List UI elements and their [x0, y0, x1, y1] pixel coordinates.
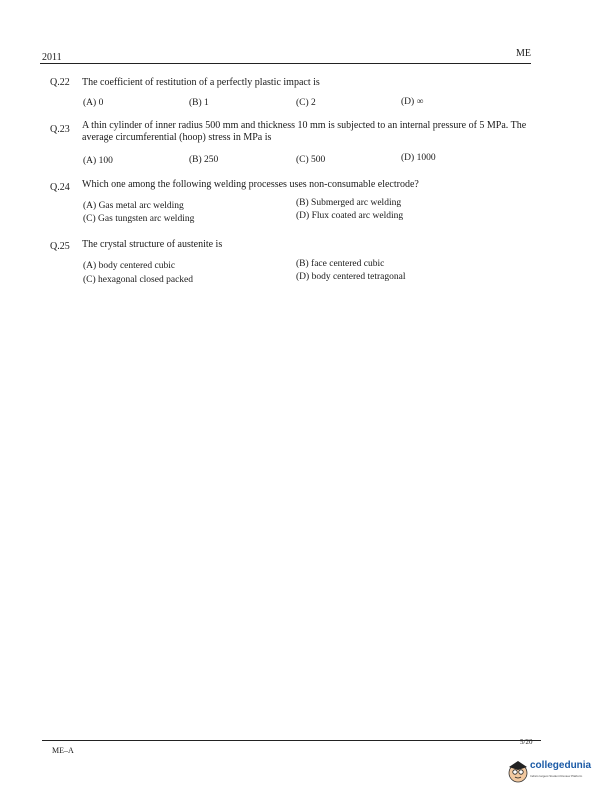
option-a: (A) body centered cubic [83, 261, 176, 271]
option-b: (B) face centered cubic [296, 259, 385, 269]
option-c: (C) Gas tungsten arc welding [83, 214, 195, 224]
question-number: Q.23 [50, 124, 70, 135]
option-b: (B) Submerged arc welding [296, 198, 402, 208]
question-text: Which one among the following welding processes uses non-consumable electrode? [82, 179, 419, 190]
header-divider [40, 63, 531, 64]
option-a: (A) 100 [83, 156, 113, 166]
question-text: A thin cylinder of inner radius 500 mm and thickness 10 mm is subjected to an internal pressure of 5 MPa. The average circumferential (hoop) stress in MPa is [82, 120, 527, 143]
question-text: The crystal structure of austenite is [82, 239, 223, 250]
option-d: (D) body centered tetragonal [296, 272, 406, 282]
option-d: (D) Flux coated arc welding [296, 211, 404, 221]
question-number: Q.24 [50, 182, 70, 193]
logo-tagline: India's largest Student Review Platform [530, 774, 583, 778]
header-paper-code: ME [516, 48, 531, 59]
option-c: (C) 500 [296, 155, 326, 165]
option-b: (B) 250 [189, 155, 219, 165]
question-number: Q.25 [50, 241, 70, 252]
question-text: The coefficient of restitution of a perfectly plastic impact is [82, 77, 320, 88]
footer-paper-code: ME–A [52, 746, 74, 755]
footer-divider [42, 740, 541, 741]
option-c: (C) 2 [296, 98, 316, 108]
mascot-icon [505, 758, 531, 784]
option-d: (D) 1000 [401, 153, 436, 163]
option-c: (C) hexagonal closed packed [83, 275, 193, 285]
option-a: (A) Gas metal arc welding [83, 201, 184, 211]
question-number: Q.22 [50, 77, 70, 88]
logo-wordmark: collegedunia [530, 760, 592, 771]
option-d: (D) ∞ [401, 97, 424, 107]
option-b: (B) 1 [189, 98, 209, 108]
header-year: 2011 [42, 52, 62, 63]
page-number: 5/20 [520, 738, 533, 746]
option-a: (A) 0 [83, 98, 104, 108]
